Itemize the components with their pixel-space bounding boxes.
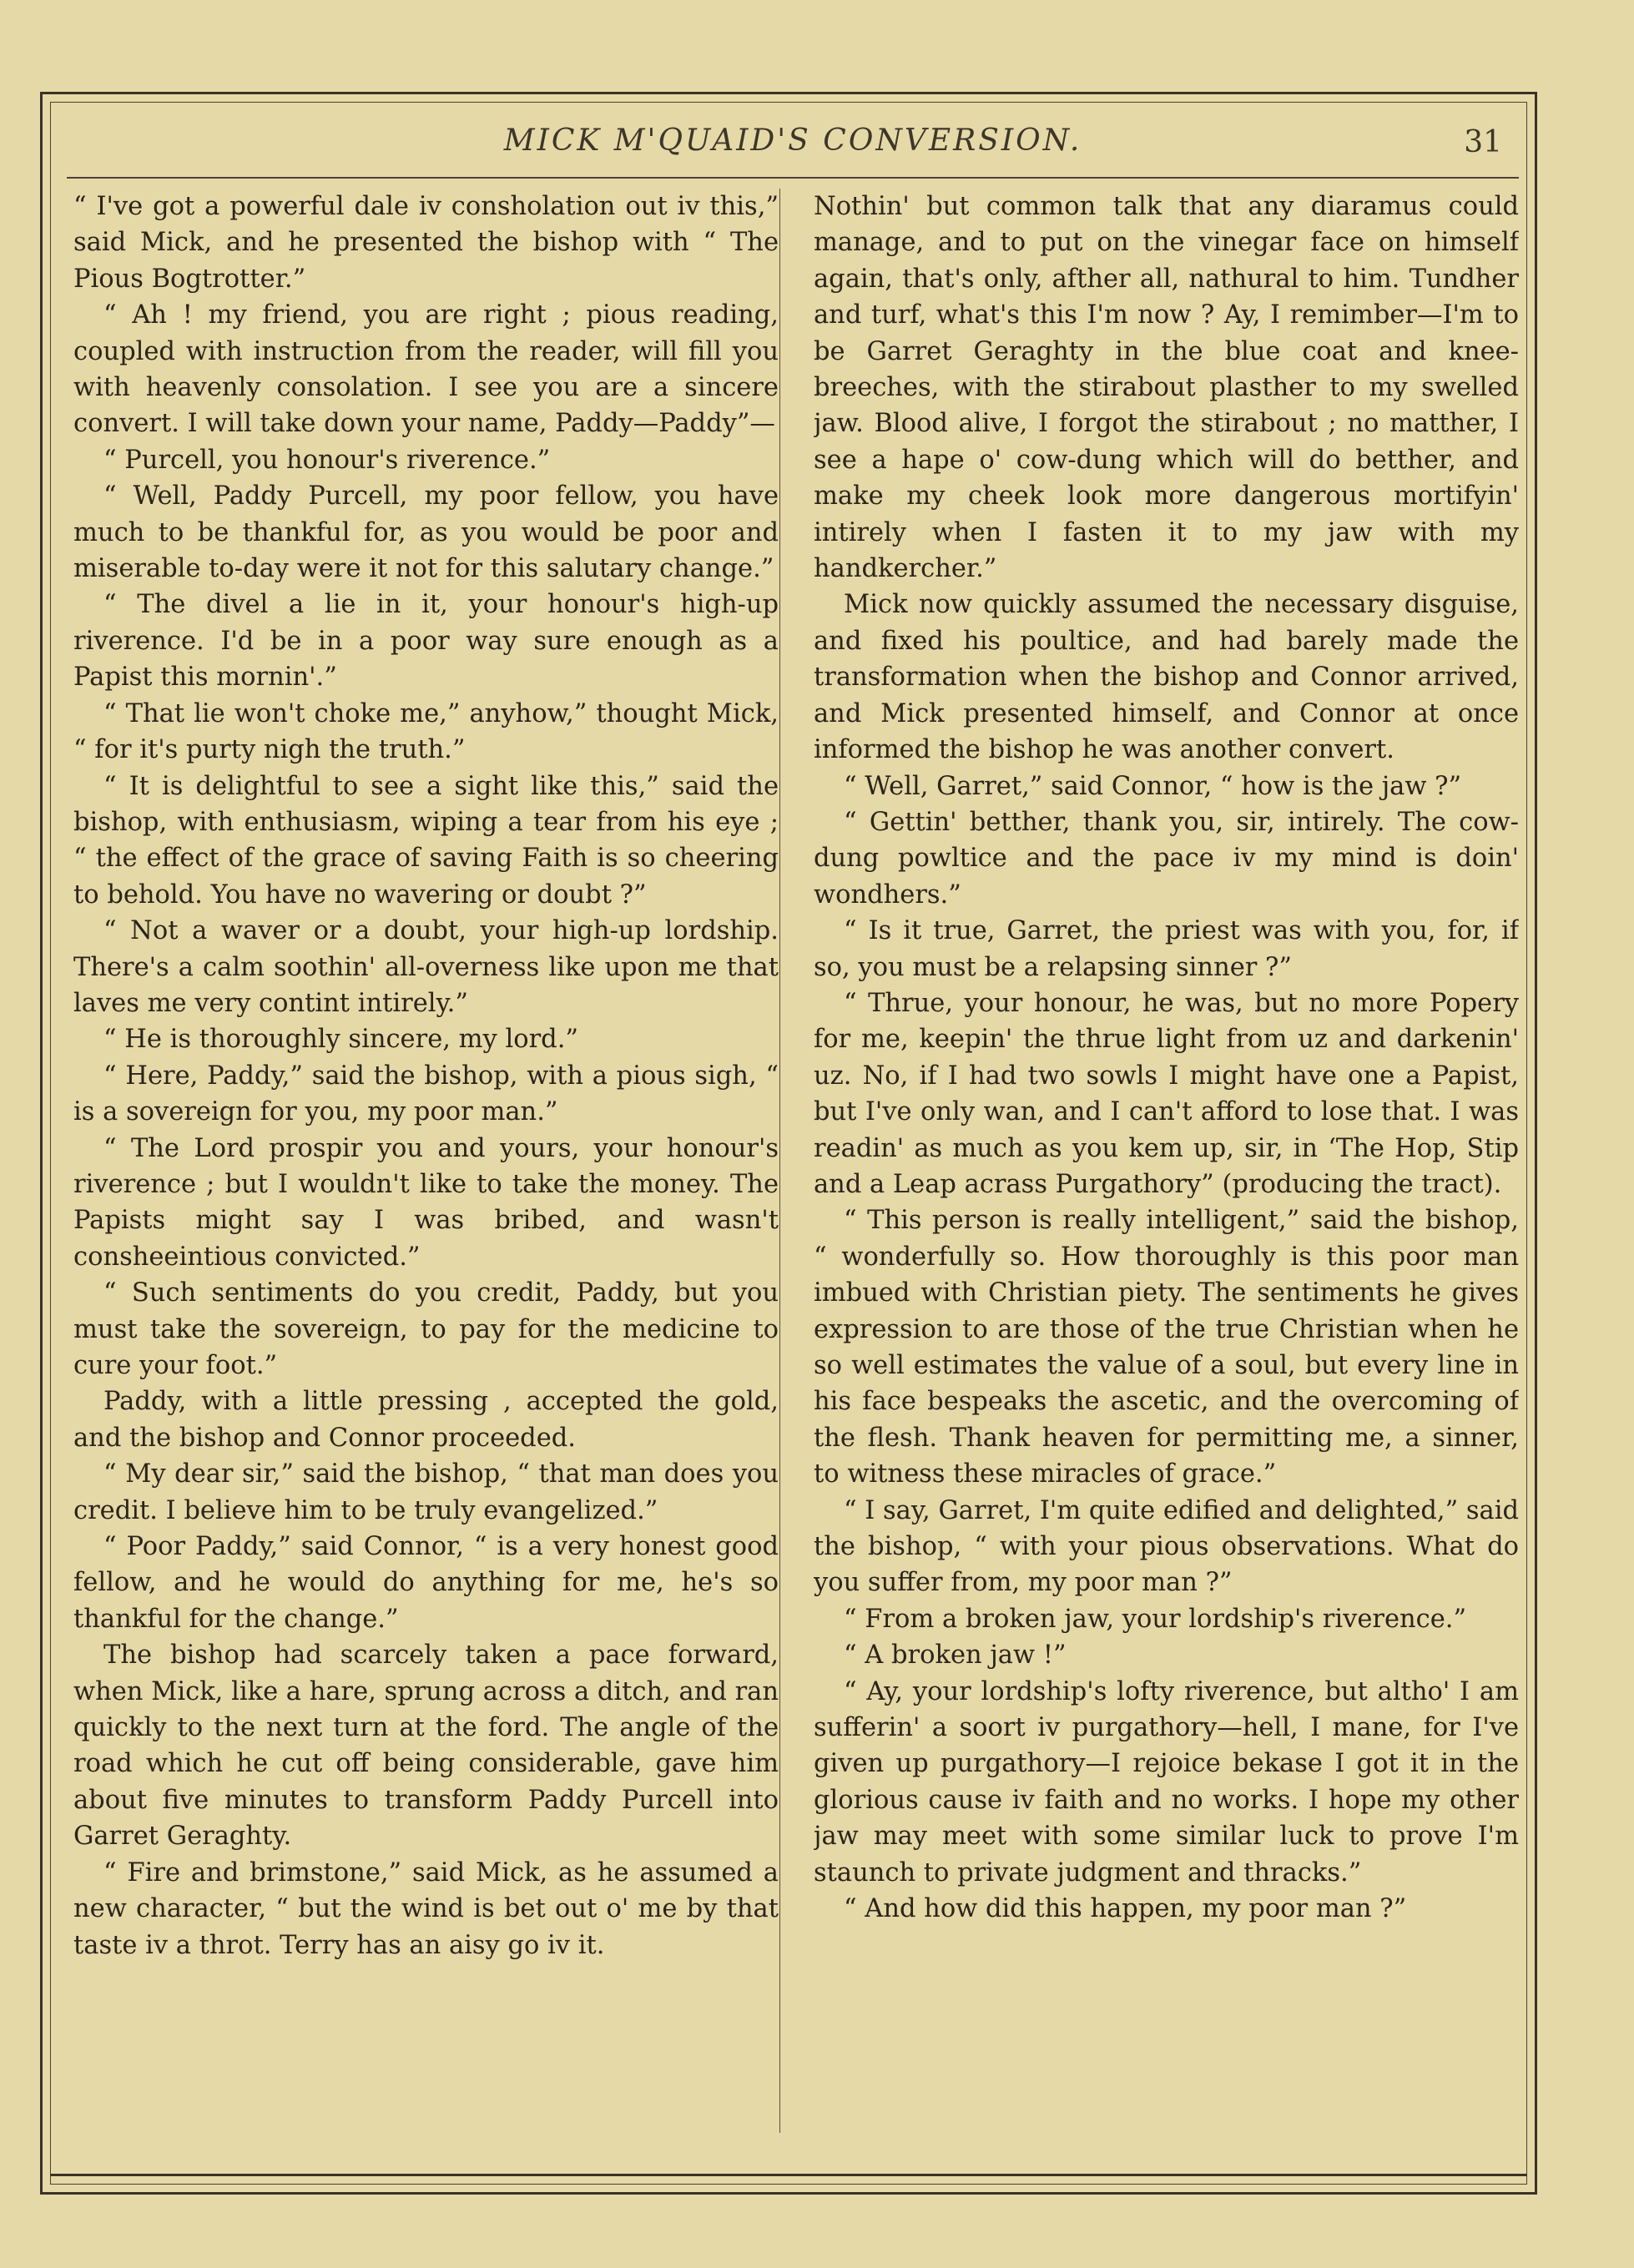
paragraph: “ The divel a lie in it, your honour's high-up riverence. I'd be in a poor way sure enough as a Papist this mornin'.” <box>73 590 779 693</box>
paragraph: “ Poor Paddy,” said Connor, “ is a very honest good fellow, and he would do anything for me, he's so thankful for the change.” <box>73 1532 779 1634</box>
paragraph: “ And how did this happen, my poor man ?” <box>844 1894 1407 1924</box>
paragraph: “ Thrue, your honour, he was, but no more Popery for me, keepin' the thrue light from uz and darkenin' uz. No, if I had two sowls I might have one a Papist, but I've only wan, and I can't afford to lose that. I was readin' as much as you kem up, sir, in ‘The Hop, Stip and a Leap acrass Purgathory” (producing the tract). <box>814 988 1519 1199</box>
paragraph: “ That lie won't choke me,” anyhow,” thought Mick, “ for it's purty nigh the truth.” <box>73 698 779 765</box>
paragraph: Paddy, with a little pressing , accepted the gold, and the bishop and Connor proceeded. <box>73 1387 779 1453</box>
paragraph: “ Here, Paddy,” said the bishop, with a pious sigh, “ is a sovereign for you, my poor man.” <box>73 1061 779 1127</box>
paragraph: The bishop had scarcely taken a pace forward, when Mick, like a hare, sprung across a ditch, and ran quickly to the next turn at the ford. The angle of the road which he cut off being considerable, gave him about five minutes to transform Paddy Purcell into Garret Geraghty. <box>73 1641 779 1852</box>
paragraph: “ A broken jaw !” <box>844 1641 1067 1671</box>
paragraph: “ Well, Garret,” said Connor, “ how is the jaw ?” <box>844 771 1462 801</box>
page-header <box>67 123 1519 174</box>
paragraph: “ I've got a powerful dale iv consholation out iv this,” said Mick, and he presented the bishop with “ The Pious Bogtrotter.” <box>73 192 779 294</box>
paragraph: “ Well, Paddy Purcell, my poor fellow, you have much to be thankful for, as you would be poor and miserable to-day were it not for this salutary change.” <box>73 481 779 584</box>
page-number: 31 <box>1464 125 1502 159</box>
header-rule <box>67 177 1519 179</box>
paragraph: “ He is thoroughly sincere, my lord.” <box>103 1025 578 1055</box>
paragraph: Mick now quickly assumed the necessary disguise, and fixed his poultice, and had barely made the transformation when the bishop and Connor arrived, and Mick presented himself, and Connor at once informed the bishop he was another convert. <box>814 590 1519 765</box>
paragraph: “ My dear sir,” said the bishop, “ that man does you credit. I believe him to be truly evangelized.” <box>73 1459 779 1525</box>
paragraph: “ Ay, your lordship's lofty riverence, but altho' I am sufferin' a soort iv purgathory—hell, I mane, for I've given up purgathory—I rejoice bekase I got it in the glorious cause iv faith and no works. I hope my other jaw may meet with some similar luck to prove I'm staunch to private judgment and thracks.” <box>814 1676 1519 1887</box>
column-divider <box>779 189 780 2133</box>
paragraph: “ It is delightful to see a sight like this,” said the bishop, with enthusiasm, wiping a tear from his eye ; “ the effect of the grace of saving Faith is so cheering to behold. You have no wavering or doubt ?” <box>73 771 779 910</box>
paragraph: “ The Lord prospir you and yours, your honour's riverence ; but I wouldn't like to take the money. The Papists might say I was bribed, and wasn't consheeintious convicted.” <box>73 1133 779 1272</box>
footer-rule <box>50 2174 1527 2176</box>
paragraph: Nothin' but common talk that any diaramus could manage, and to put on the vinegar face on himself again, that's only, afther all, nathural to him. Tundher and turf, what's this I'm now ? Ay, I remimber—I'm to be Garret Geraghty in the blue coat and knee-breeches, with the stirabout plasther to my swelled jaw. Blood alive, I forgot the stirabout ; no matther, I see a hape o' cow-dung which will do betther, and make my cheek look more dangerous mortifyin' intirely when I fasten it to my jaw with my handkercher.” <box>814 192 1519 584</box>
paragraph: “ Gettin' betther, thank you, sir, intirely. The cow-dung powltice and the pace iv my mind is doin' wondhers.” <box>814 807 1519 910</box>
paragraph: “ I say, Garret, I'm quite edified and delighted,” said the bishop, “ with your pious observations. What do you suffer from, my poor man ?” <box>814 1495 1519 1598</box>
running-title: MICK M'QUAID'S CONVERSION. <box>503 123 1082 158</box>
left-column <box>73 189 779 2133</box>
paragraph: “ This person is really intelligent,” said the bishop, “ wonderfully so. How thoroughly is this poor man imbued with Christian piety. The sentiments he gives expression to are those of the true Christian when he so well estimates the value of a soul, but every line in his face bespeaks the ascetic, and the overcoming of the flesh. Thank heaven for permitting me, a sinner, to witness these miracles of grace.” <box>814 1206 1519 1489</box>
paragraph: “ Fire and brimstone,” said Mick, as he assumed a new character, “ but the wind is bet out o' me by that taste iv a throt. Terry has an aisy go iv it. <box>73 1857 779 1960</box>
paragraph: “ Purcell, you honour's riverence.” <box>103 445 551 475</box>
paragraph: “ From a broken jaw, your lordship's riverence.” <box>844 1604 1467 1634</box>
paragraph: “ Ah ! my friend, you are right ; pious reading, coupled with instruction from the reader, will fill you with heavenly consolation. I see you are a sincere convert. I will take down your name, Paddy—Paddy”— <box>73 300 779 439</box>
paragraph: “ Is it true, Garret, the priest was with you, for, if so, you must be a relapsing sinner ?” <box>814 916 1519 982</box>
paragraph: “ Not a waver or a doubt, your high-up lordship. There's a calm soothin' all-overness like upon me that laves me very contint intirely.” <box>73 916 779 1018</box>
right-column <box>814 189 1519 2133</box>
paragraph: “ Such sentiments do you credit, Paddy, but you must take the sovereign, to pay for the medicine to cure your foot.” <box>73 1278 779 1380</box>
